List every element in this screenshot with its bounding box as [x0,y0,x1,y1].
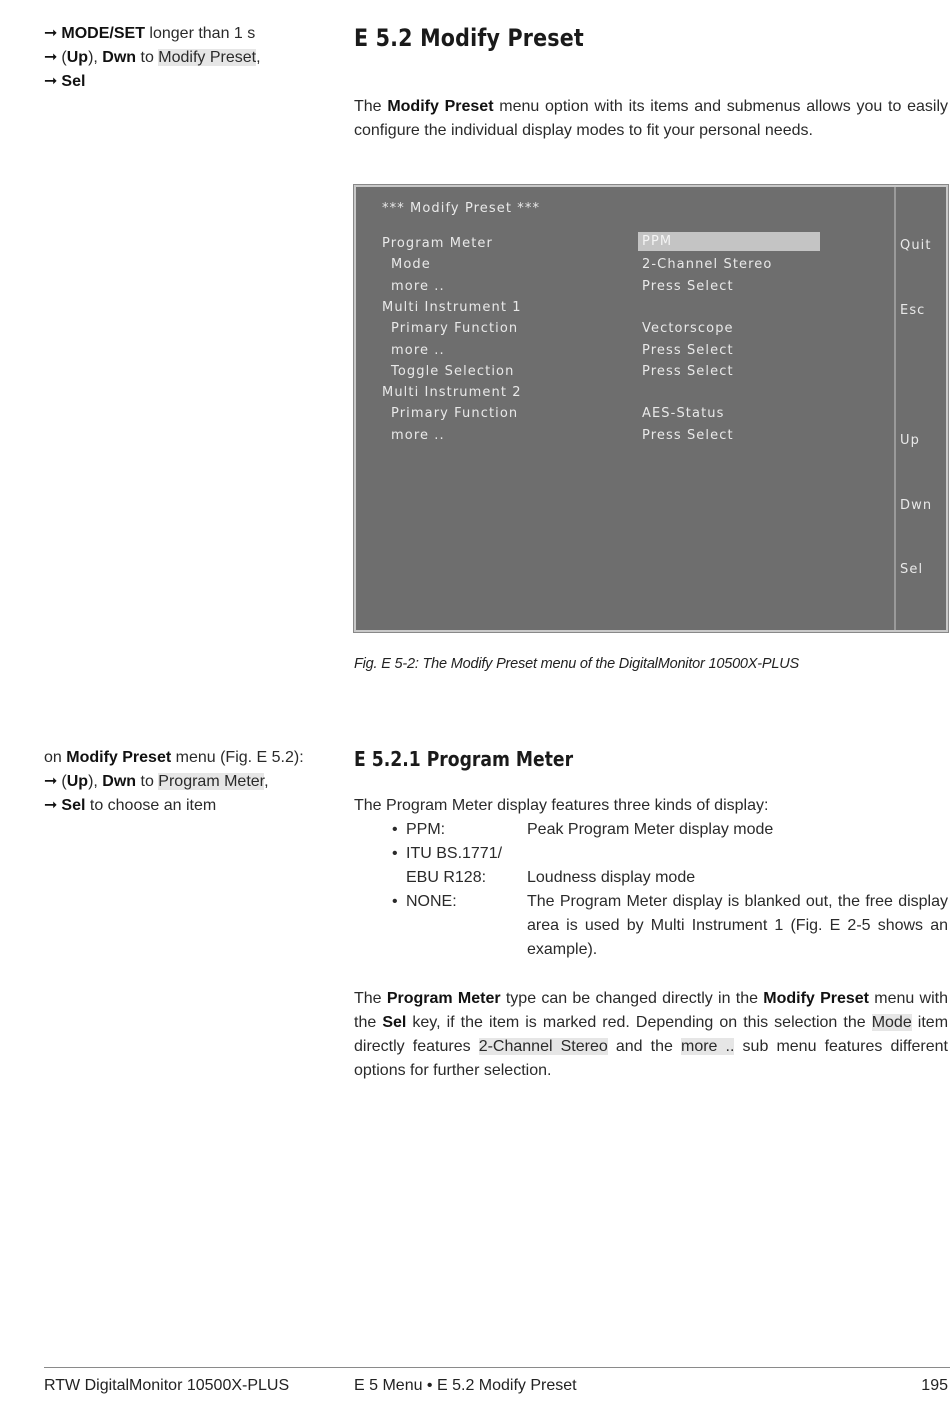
bullet-icon: • [392,845,398,862]
key-sel: Sel [382,1014,407,1031]
menu-row[interactable] [382,276,822,297]
term-modify-preset: Modify Preset [763,990,870,1007]
menu-item-ref-program-meter: Program Meter [158,773,265,790]
key-up: Up [66,49,89,66]
menu-row-label: Primary Function [391,321,519,337]
key-up: Up [66,773,89,790]
menu-row-label: Toggle Selection [391,363,515,379]
menu-row-value: Press Select [642,363,734,379]
bullet-icon: • [392,821,398,838]
arrow-icon: ➞ [44,25,58,42]
menu-row[interactable] [382,403,822,424]
section-intro [354,95,948,143]
list-value: Loudness display mode [527,869,696,886]
margin-note-program-meter [44,746,334,818]
note-line-1: on Modify Preset menu (Fig. E 5.2): [44,749,304,766]
menu-row-label: more .. [391,427,445,443]
softkey-quit[interactable]: Quit [900,238,932,253]
margin-note-navigation [44,22,334,94]
note-line-2: ➞ (Up), Dwn to Program Meter, [44,773,269,790]
list-key: PPM: [406,821,446,838]
figure-caption: Fig. E 5-2: The Modify Preset menu of the DigitalMonitor 10500X-PLUS [354,656,799,672]
display-type-list [354,818,948,962]
term-modify-preset: Modify Preset [387,98,494,115]
menu-row-value: Vectorscope [642,321,734,337]
menu-item-ref-2-channel-stereo: 2-Channel Stereo [478,1038,608,1055]
screen-title: *** Modify Preset *** [382,201,541,216]
note-line-3: ➞ Sel to choose an item [44,797,217,814]
bullet-icon: • [392,893,398,910]
menu-row[interactable] [382,318,822,339]
note-text: longer than 1 s [144,25,256,42]
intro-paragraph: The Modify Preset menu option with its items and submenus allows you to easily configure the individual display modes to fit your personal needs. [354,98,949,139]
footer-rule [44,1367,950,1368]
modify-preset-screen [354,185,948,632]
list-key: NONE: [406,893,457,910]
section-heading [354,23,621,53]
note-line-2 [44,46,334,70]
page-title: E 5.2 Modify Preset [354,24,584,52]
menu-row-value: Press Select [642,278,734,294]
menu-item-ref-more: more .. [681,1038,735,1055]
list-item-none [354,890,948,962]
softkey-esc[interactable]: Esc [900,303,926,318]
menu-row-value: Press Select [642,342,734,358]
menu-row[interactable] [382,297,822,318]
subsection-intro: The Program Meter display features three kinds of display: [354,797,769,814]
list-key: EBU R128: [406,869,487,886]
key-dwn: Dwn [102,773,137,790]
term-program-meter: Program Meter [386,990,501,1007]
list-value: The Program Meter display is blanked out, the free display area is used by Multi Instrument 1 (Fig. E 2-5 shows an example). [527,893,948,958]
note-line-3 [44,70,334,94]
list-key: ITU BS.1771/ [406,845,503,862]
menu-item-ref-mode: Mode [871,1014,912,1031]
menu-row-label: Primary Function [391,406,519,422]
arrow-icon: ➞ [44,797,58,814]
menu-row-label: Multi Instrument 2 [382,385,522,401]
list-item-itu [354,842,948,866]
softkey-dwn[interactable]: Dwn [900,498,933,513]
footer-chapter: E 5 Menu • E 5.2 Modify Preset [354,1377,577,1394]
menu-row[interactable] [382,233,822,254]
arrow-icon: ➞ [44,73,58,90]
menu-row[interactable] [382,340,822,361]
menu-row-label: Program Meter [382,236,493,251]
page-number: 195 [921,1377,948,1394]
list-item-itu-cont [354,866,948,890]
note-line-1 [44,22,334,46]
menu-row-label: more .. [391,342,445,358]
key-dwn: Dwn [102,49,137,66]
menu-row-value: 2-Channel Stereo [642,257,773,273]
menu-row[interactable] [382,425,822,446]
note-text: ), [88,49,103,66]
key-sel: Sel [61,73,86,90]
subsection-heading [354,746,609,772]
key-mode-set: MODE/SET [61,25,145,42]
arrow-icon: ➞ [44,773,58,790]
menu-row-label: Mode [391,257,431,273]
term-modify-preset: Modify Preset [66,749,172,766]
list-item-ppm [354,818,948,842]
softkey-bar [894,187,946,630]
menu-row-value: AES-Status [642,406,725,422]
menu-row[interactable] [382,361,822,382]
subsection-title: E 5.2.1 Program Meter [354,747,574,771]
program-meter-paragraph: The Program Meter type can be changed directly in the Modify Preset menu with the Sel key, if the item is marked red. Depending on this selection the Mode item directly features 2-Channel Stereo and the more .. sub menu features different options for further selection. [354,990,949,1079]
menu-row[interactable] [382,382,822,403]
key-sel: Sel [61,797,86,814]
softkey-up[interactable]: Up [900,433,920,448]
menu-row-value-selected: PPM [638,232,820,251]
menu-row-value: Press Select [642,427,734,443]
note-text: ( [61,49,67,66]
menu-row-label: Multi Instrument 1 [382,299,522,315]
arrow-icon: ➞ [44,49,58,66]
softkey-sel[interactable]: Sel [900,562,924,577]
menu-row-label: more .. [391,278,445,294]
list-value: Peak Program Meter display mode [527,821,774,838]
menu-item-ref-modify-preset: Modify Preset [158,49,257,66]
note-text: to [136,49,159,66]
note-text: , [256,49,261,66]
menu-row[interactable] [382,254,822,275]
footer-product: RTW DigitalMonitor 10500X-PLUS [44,1377,290,1394]
